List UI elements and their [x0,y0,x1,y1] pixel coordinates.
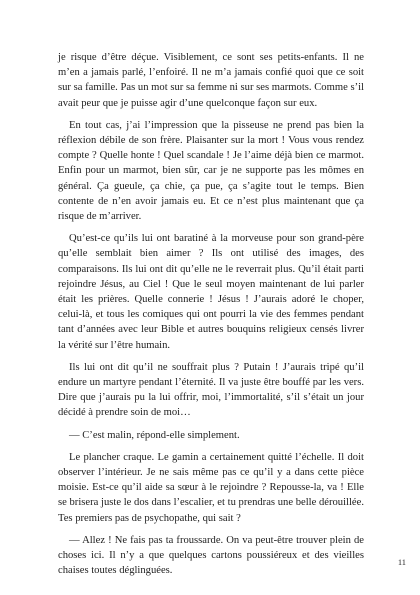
paragraph-5-dialogue: — C’est malin, répond-elle simplement. [69,429,240,441]
paragraph-7-dialogue: — Allez ! Ne fais pas ta froussarde. On va peut-être trouver plein de choses ici. Il n’y a que quelques cartons poussiéreux et des vieilles chaises toutes déglinguées. [58,534,364,577]
paragraph-3: Qu’est-ce qu’ils lui ont baratiné à la morveuse pour son grand-père qu’elle semblait bien aimer ? Ils ont utilisé des images, des comparaisons. Ils lui ont dit qu’elle ne le reverrait plus. Qu’il était parti rejoindre Jésus, au Ciel ! Que le seul moyen maintenant de lui parler était les prières. Quelle connerie ! Jésus ! J’aurais adoré le choper, celui-là, et tous les comiques qui ont pourri la vie des femmes pendant tant d’années avec leur Bible et autres bouquins religieux censés livrer la vérité sur l’être humain. [58,233,364,351]
paragraph-6: Le plancher craque. Le gamin a certainement quitté l’échelle. Il doit observer l’intérieur. Je ne sais même pas ce qu’il y a dans cette pièce moisie. Est-ce qu’il aide sa sœur à le rejoindre ? Repousse-la, va ! Elle se brisera juste le dos dans l’escalier, et tu prendras une belle dérouillée. Tes premiers pas de psychopathe, qui sait ? [58,451,364,524]
body-text [58,50,364,586]
page-number: 11 [397,557,406,567]
paragraph-1: je risque d’être déçue. Visiblement, ce sont ses petits-enfants. Il ne m’en a jamais parlé, l’enfoiré. Il ne m’a jamais confié quoi que ce soit sur sa famille. Pas un mot sur sa femme ni sur ses marmots. Comme s’il avait peur que je puisse agir d’une quelconque façon sur eux. [58,52,364,109]
paragraph-4: Ils lui ont dit qu’il ne souffrait plus ? Putain ! J’aurais tripé qu’il endure un martyre pendant l’éternité. Il va juste être bouffé par les vers. Dire que j’aurais pu la lui offrir, moi, l’immortalité, s’il s’était un jour décidé à prendre soin de moi… [58,361,364,419]
paragraph-2: En tout cas, j’ai l’impression que la pisseuse ne prend pas bien la réflexion débile de son frère. Plaisanter sur la mort ! Vous vous rendez compte ? Quelle honte ! Quel scandale ! Je l’aime déjà bien ce marmot. Enfin pour un marmot, bien sûr, car je ne supporte pas les mômes en général. Ça gueule, ça chie, ça pue, ça s’agite tout le temps. Bien contente de n’en avoir jamais eu. Et ce n’est plus maintenant que ça risque de m’arriver. [58,119,364,223]
